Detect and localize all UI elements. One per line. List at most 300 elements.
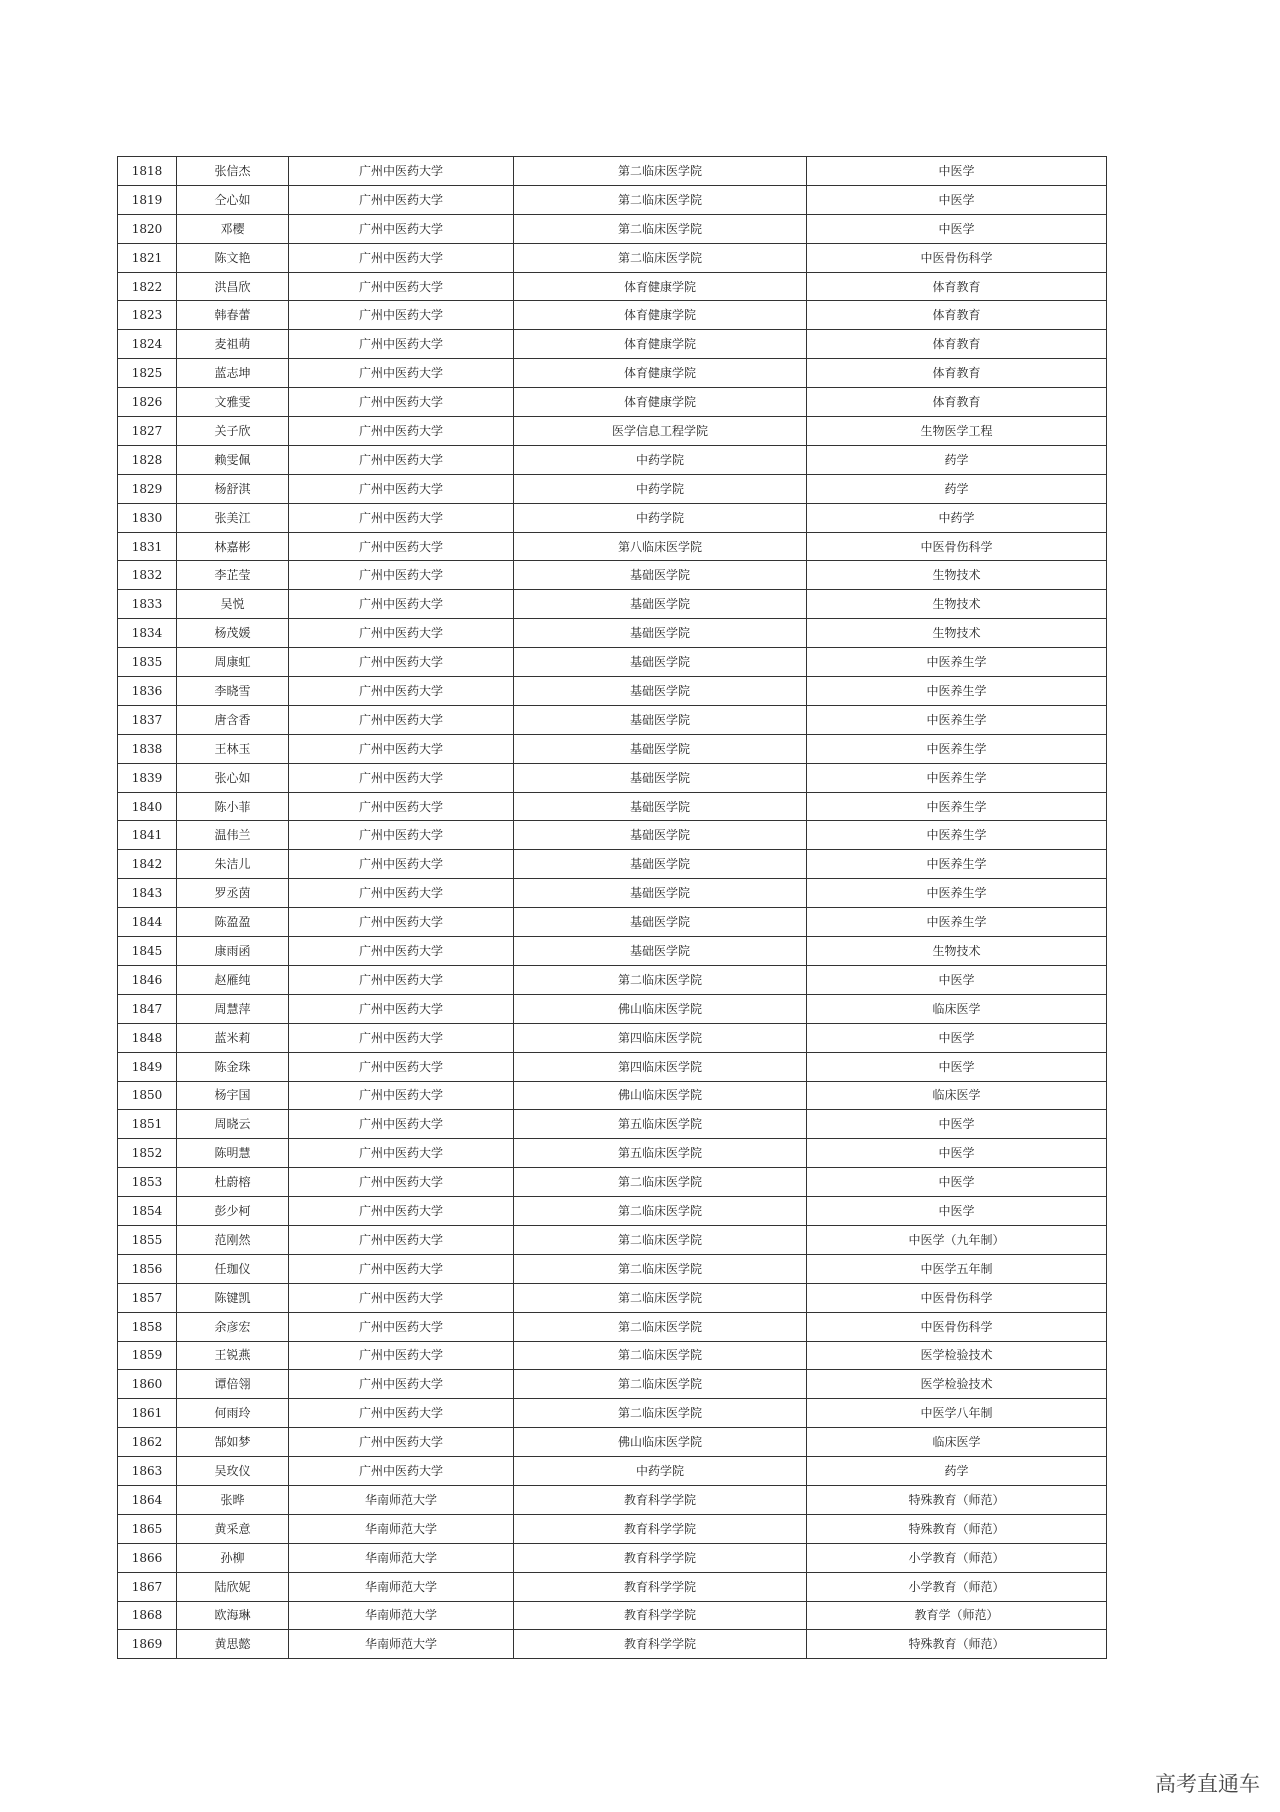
row-number-cell: 1821	[118, 243, 177, 272]
row-number-cell: 1868	[118, 1601, 177, 1630]
college-cell: 体育健康学院	[514, 359, 807, 388]
table-row	[118, 908, 1107, 937]
college-cell: 基础医学院	[514, 590, 807, 619]
table-row	[118, 1312, 1107, 1341]
university-cell: 广州中医药大学	[289, 272, 514, 301]
row-number-cell: 1831	[118, 532, 177, 561]
row-number-cell: 1823	[118, 301, 177, 330]
name-cell: 罗丞茵	[177, 879, 289, 908]
college-cell: 基础医学院	[514, 879, 807, 908]
table-row	[118, 1370, 1107, 1399]
name-cell: 周慧萍	[177, 994, 289, 1023]
table-row	[118, 474, 1107, 503]
major-cell: 生物技术	[807, 590, 1107, 619]
college-cell: 基础医学院	[514, 821, 807, 850]
university-cell: 华南师范大学	[289, 1601, 514, 1630]
college-cell: 第二临床医学院	[514, 157, 807, 186]
major-cell: 临床医学	[807, 1081, 1107, 1110]
name-cell: 陈小菲	[177, 792, 289, 821]
university-cell: 广州中医药大学	[289, 185, 514, 214]
table-row	[118, 1023, 1107, 1052]
college-cell: 第八临床医学院	[514, 532, 807, 561]
table-row	[118, 1457, 1107, 1486]
college-cell: 体育健康学院	[514, 272, 807, 301]
college-cell: 第二临床医学院	[514, 1312, 807, 1341]
university-cell: 广州中医药大学	[289, 503, 514, 532]
table-row	[118, 1052, 1107, 1081]
row-number-cell: 1849	[118, 1052, 177, 1081]
table-row	[118, 388, 1107, 417]
row-number-cell: 1833	[118, 590, 177, 619]
row-number-cell: 1867	[118, 1572, 177, 1601]
name-cell: 陆欣妮	[177, 1572, 289, 1601]
major-cell: 医学检验技术	[807, 1341, 1107, 1370]
major-cell: 体育教育	[807, 272, 1107, 301]
college-cell: 第二临床医学院	[514, 965, 807, 994]
name-cell: 赵雁纯	[177, 965, 289, 994]
row-number-cell: 1865	[118, 1514, 177, 1543]
major-cell: 中医学	[807, 1110, 1107, 1139]
row-number-cell: 1819	[118, 185, 177, 214]
university-cell: 广州中医药大学	[289, 1254, 514, 1283]
name-cell: 张信杰	[177, 157, 289, 186]
university-cell: 华南师范大学	[289, 1630, 514, 1659]
college-cell: 第四临床医学院	[514, 1023, 807, 1052]
major-cell: 生物技术	[807, 619, 1107, 648]
major-cell: 中医学	[807, 1139, 1107, 1168]
major-cell: 中医骨伤科学	[807, 243, 1107, 272]
university-cell: 广州中医药大学	[289, 705, 514, 734]
row-number-cell: 1842	[118, 850, 177, 879]
university-cell: 广州中医药大学	[289, 648, 514, 677]
row-number-cell: 1845	[118, 937, 177, 966]
major-cell: 中医养生学	[807, 908, 1107, 937]
name-cell: 邓樱	[177, 214, 289, 243]
name-cell: 文雅雯	[177, 388, 289, 417]
table-row	[118, 243, 1107, 272]
roster-table	[117, 156, 1107, 1659]
row-number-cell: 1866	[118, 1543, 177, 1572]
table-row	[118, 185, 1107, 214]
table-row	[118, 1514, 1107, 1543]
major-cell: 临床医学	[807, 994, 1107, 1023]
row-number-cell: 1839	[118, 763, 177, 792]
major-cell: 中医学五年制	[807, 1254, 1107, 1283]
table-body	[118, 157, 1107, 1659]
name-cell: 洪昌欣	[177, 272, 289, 301]
university-cell: 广州中医药大学	[289, 1081, 514, 1110]
university-cell: 广州中医药大学	[289, 388, 514, 417]
name-cell: 杜蔚榕	[177, 1168, 289, 1197]
college-cell: 基础医学院	[514, 763, 807, 792]
university-cell: 广州中医药大学	[289, 1225, 514, 1254]
university-cell: 广州中医药大学	[289, 590, 514, 619]
name-cell: 林嘉彬	[177, 532, 289, 561]
major-cell: 中医骨伤科学	[807, 1283, 1107, 1312]
table-row	[118, 157, 1107, 186]
college-cell: 第二临床医学院	[514, 1254, 807, 1283]
college-cell: 第四临床医学院	[514, 1052, 807, 1081]
table-row	[118, 590, 1107, 619]
university-cell: 广州中医药大学	[289, 792, 514, 821]
university-cell: 广州中医药大学	[289, 937, 514, 966]
major-cell: 中医学	[807, 185, 1107, 214]
college-cell: 中药学院	[514, 445, 807, 474]
university-cell: 广州中医药大学	[289, 157, 514, 186]
college-cell: 体育健康学院	[514, 330, 807, 359]
table-row	[118, 561, 1107, 590]
university-cell: 华南师范大学	[289, 1514, 514, 1543]
university-cell: 广州中医药大学	[289, 850, 514, 879]
university-cell: 广州中医药大学	[289, 1341, 514, 1370]
university-cell: 华南师范大学	[289, 1485, 514, 1514]
university-cell: 广州中医药大学	[289, 763, 514, 792]
major-cell: 中医学	[807, 1052, 1107, 1081]
row-number-cell: 1827	[118, 417, 177, 446]
row-number-cell: 1837	[118, 705, 177, 734]
table-row	[118, 1572, 1107, 1601]
major-cell: 药学	[807, 445, 1107, 474]
row-number-cell: 1832	[118, 561, 177, 590]
university-cell: 广州中医药大学	[289, 1110, 514, 1139]
major-cell: 中医学（九年制）	[807, 1225, 1107, 1254]
row-number-cell: 1850	[118, 1081, 177, 1110]
row-number-cell: 1829	[118, 474, 177, 503]
university-cell: 广州中医药大学	[289, 994, 514, 1023]
name-cell: 余彦宏	[177, 1312, 289, 1341]
college-cell: 教育科学学院	[514, 1572, 807, 1601]
college-cell: 教育科学学院	[514, 1514, 807, 1543]
name-cell: 何雨玲	[177, 1399, 289, 1428]
table-row	[118, 1254, 1107, 1283]
name-cell: 李晓雪	[177, 677, 289, 706]
name-cell: 朱洁儿	[177, 850, 289, 879]
table-row	[118, 1081, 1107, 1110]
university-cell: 广州中医药大学	[289, 417, 514, 446]
major-cell: 中医学	[807, 965, 1107, 994]
college-cell: 佛山临床医学院	[514, 1081, 807, 1110]
university-cell: 广州中医药大学	[289, 879, 514, 908]
row-number-cell: 1825	[118, 359, 177, 388]
major-cell: 中药学	[807, 503, 1107, 532]
row-number-cell: 1818	[118, 157, 177, 186]
row-number-cell: 1862	[118, 1428, 177, 1457]
major-cell: 教育学（师范）	[807, 1601, 1107, 1630]
table-row	[118, 677, 1107, 706]
major-cell: 中医学	[807, 1023, 1107, 1052]
university-cell: 广州中医药大学	[289, 734, 514, 763]
row-number-cell: 1856	[118, 1254, 177, 1283]
row-number-cell: 1860	[118, 1370, 177, 1399]
row-number-cell: 1864	[118, 1485, 177, 1514]
university-cell: 广州中医药大学	[289, 301, 514, 330]
row-number-cell: 1861	[118, 1399, 177, 1428]
name-cell: 孙柳	[177, 1543, 289, 1572]
major-cell: 中医养生学	[807, 879, 1107, 908]
major-cell: 药学	[807, 1457, 1107, 1486]
row-number-cell: 1844	[118, 908, 177, 937]
college-cell: 中药学院	[514, 474, 807, 503]
row-number-cell: 1847	[118, 994, 177, 1023]
name-cell: 郜如梦	[177, 1428, 289, 1457]
college-cell: 基础医学院	[514, 937, 807, 966]
row-number-cell: 1835	[118, 648, 177, 677]
college-cell: 基础医学院	[514, 792, 807, 821]
college-cell: 第二临床医学院	[514, 1399, 807, 1428]
row-number-cell: 1840	[118, 792, 177, 821]
name-cell: 黄思懿	[177, 1630, 289, 1659]
table-row	[118, 359, 1107, 388]
name-cell: 张晔	[177, 1485, 289, 1514]
row-number-cell: 1848	[118, 1023, 177, 1052]
university-cell: 广州中医药大学	[289, 965, 514, 994]
college-cell: 第二临床医学院	[514, 243, 807, 272]
university-cell: 广州中医药大学	[289, 1197, 514, 1226]
major-cell: 体育教育	[807, 359, 1107, 388]
row-number-cell: 1826	[118, 388, 177, 417]
table-row	[118, 301, 1107, 330]
major-cell: 生物医学工程	[807, 417, 1107, 446]
university-cell: 广州中医药大学	[289, 1370, 514, 1399]
major-cell: 药学	[807, 474, 1107, 503]
college-cell: 第二临床医学院	[514, 1341, 807, 1370]
name-cell: 陈文艳	[177, 243, 289, 272]
row-number-cell: 1863	[118, 1457, 177, 1486]
university-cell: 广州中医药大学	[289, 1457, 514, 1486]
name-cell: 韩春蕾	[177, 301, 289, 330]
major-cell: 生物技术	[807, 937, 1107, 966]
major-cell: 小学教育（师范）	[807, 1543, 1107, 1572]
major-cell: 临床医学	[807, 1428, 1107, 1457]
major-cell: 中医学	[807, 214, 1107, 243]
table-row	[118, 1428, 1107, 1457]
name-cell: 杨茂媛	[177, 619, 289, 648]
table-row	[118, 330, 1107, 359]
college-cell: 基础医学院	[514, 734, 807, 763]
major-cell: 中医学	[807, 157, 1107, 186]
college-cell: 基础医学院	[514, 561, 807, 590]
table-row	[118, 1110, 1107, 1139]
row-number-cell: 1836	[118, 677, 177, 706]
major-cell: 中医养生学	[807, 648, 1107, 677]
row-number-cell: 1854	[118, 1197, 177, 1226]
name-cell: 仝心如	[177, 185, 289, 214]
table-row	[118, 272, 1107, 301]
table-row	[118, 1197, 1107, 1226]
major-cell: 生物技术	[807, 561, 1107, 590]
name-cell: 王锐燕	[177, 1341, 289, 1370]
table-row	[118, 1601, 1107, 1630]
college-cell: 第二临床医学院	[514, 1225, 807, 1254]
name-cell: 杨宇国	[177, 1081, 289, 1110]
major-cell: 特殊教育（师范）	[807, 1485, 1107, 1514]
university-cell: 广州中医药大学	[289, 1399, 514, 1428]
college-cell: 中药学院	[514, 503, 807, 532]
college-cell: 基础医学院	[514, 648, 807, 677]
college-cell: 第二临床医学院	[514, 185, 807, 214]
name-cell: 谭倍翎	[177, 1370, 289, 1399]
college-cell: 第二临床医学院	[514, 214, 807, 243]
name-cell: 赖雯佩	[177, 445, 289, 474]
major-cell: 中医学八年制	[807, 1399, 1107, 1428]
name-cell: 温伟兰	[177, 821, 289, 850]
major-cell: 医学检验技术	[807, 1370, 1107, 1399]
college-cell: 佛山临床医学院	[514, 1428, 807, 1457]
table-row	[118, 1543, 1107, 1572]
row-number-cell: 1853	[118, 1168, 177, 1197]
name-cell: 陈金珠	[177, 1052, 289, 1081]
university-cell: 广州中医药大学	[289, 1052, 514, 1081]
university-cell: 广州中医药大学	[289, 243, 514, 272]
name-cell: 范刚然	[177, 1225, 289, 1254]
major-cell: 中医养生学	[807, 850, 1107, 879]
name-cell: 张美江	[177, 503, 289, 532]
major-cell: 体育教育	[807, 301, 1107, 330]
row-number-cell: 1852	[118, 1139, 177, 1168]
table-row	[118, 532, 1107, 561]
university-cell: 广州中医药大学	[289, 1428, 514, 1457]
college-cell: 教育科学学院	[514, 1601, 807, 1630]
university-cell: 广州中医药大学	[289, 1139, 514, 1168]
table-row	[118, 1139, 1107, 1168]
row-number-cell: 1834	[118, 619, 177, 648]
college-cell: 基础医学院	[514, 850, 807, 879]
watermark-text: 高考直通车	[1155, 1772, 1260, 1796]
college-cell: 第二临床医学院	[514, 1197, 807, 1226]
university-cell: 广州中医药大学	[289, 474, 514, 503]
major-cell: 特殊教育（师范）	[807, 1630, 1107, 1659]
university-cell: 广州中医药大学	[289, 532, 514, 561]
college-cell: 基础医学院	[514, 677, 807, 706]
row-number-cell: 1820	[118, 214, 177, 243]
major-cell: 中医学	[807, 1197, 1107, 1226]
table-row	[118, 1225, 1107, 1254]
university-cell: 广州中医药大学	[289, 359, 514, 388]
major-cell: 中医养生学	[807, 792, 1107, 821]
major-cell: 中医学	[807, 1168, 1107, 1197]
table-row	[118, 821, 1107, 850]
table-row	[118, 763, 1107, 792]
university-cell: 广州中医药大学	[289, 677, 514, 706]
major-cell: 中医养生学	[807, 734, 1107, 763]
table-row	[118, 648, 1107, 677]
college-cell: 体育健康学院	[514, 388, 807, 417]
table-row	[118, 1341, 1107, 1370]
name-cell: 任珈仪	[177, 1254, 289, 1283]
college-cell: 第二临床医学院	[514, 1168, 807, 1197]
table-row	[118, 879, 1107, 908]
name-cell: 蓝米莉	[177, 1023, 289, 1052]
university-cell: 广州中医药大学	[289, 1312, 514, 1341]
university-cell: 广州中医药大学	[289, 821, 514, 850]
college-cell: 体育健康学院	[514, 301, 807, 330]
name-cell: 欧海琳	[177, 1601, 289, 1630]
table-row	[118, 994, 1107, 1023]
university-cell: 广州中医药大学	[289, 619, 514, 648]
table-row	[118, 937, 1107, 966]
table-row	[118, 792, 1107, 821]
college-cell: 佛山临床医学院	[514, 994, 807, 1023]
table-row	[118, 1630, 1107, 1659]
university-cell: 广州中医药大学	[289, 214, 514, 243]
row-number-cell: 1859	[118, 1341, 177, 1370]
name-cell: 周晓云	[177, 1110, 289, 1139]
college-cell: 第五临床医学院	[514, 1139, 807, 1168]
name-cell: 陈键凯	[177, 1283, 289, 1312]
major-cell: 中医养生学	[807, 821, 1107, 850]
major-cell: 中医养生学	[807, 763, 1107, 792]
university-cell: 广州中医药大学	[289, 561, 514, 590]
college-cell: 基础医学院	[514, 705, 807, 734]
name-cell: 周康虹	[177, 648, 289, 677]
university-cell: 广州中医药大学	[289, 1283, 514, 1312]
university-cell: 广州中医药大学	[289, 908, 514, 937]
major-cell: 小学教育（师范）	[807, 1572, 1107, 1601]
table-row	[118, 850, 1107, 879]
name-cell: 唐含香	[177, 705, 289, 734]
name-cell: 张心如	[177, 763, 289, 792]
name-cell: 吴悦	[177, 590, 289, 619]
table-row	[118, 734, 1107, 763]
name-cell: 王林玉	[177, 734, 289, 763]
college-cell: 教育科学学院	[514, 1630, 807, 1659]
row-number-cell: 1869	[118, 1630, 177, 1659]
row-number-cell: 1828	[118, 445, 177, 474]
table-row	[118, 503, 1107, 532]
table-row	[118, 1399, 1107, 1428]
name-cell: 康雨函	[177, 937, 289, 966]
name-cell: 关子欣	[177, 417, 289, 446]
table-row	[118, 965, 1107, 994]
major-cell: 中医养生学	[807, 705, 1107, 734]
university-cell: 广州中医药大学	[289, 1023, 514, 1052]
row-number-cell: 1841	[118, 821, 177, 850]
college-cell: 第二临床医学院	[514, 1370, 807, 1399]
name-cell: 彭少柯	[177, 1197, 289, 1226]
major-cell: 中医养生学	[807, 677, 1107, 706]
row-number-cell: 1824	[118, 330, 177, 359]
name-cell: 吴玫仪	[177, 1457, 289, 1486]
row-number-cell: 1838	[118, 734, 177, 763]
major-cell: 中医骨伤科学	[807, 532, 1107, 561]
row-number-cell: 1843	[118, 879, 177, 908]
table-row	[118, 1283, 1107, 1312]
name-cell: 陈盈盈	[177, 908, 289, 937]
name-cell: 陈明慧	[177, 1139, 289, 1168]
row-number-cell: 1822	[118, 272, 177, 301]
name-cell: 杨舒淇	[177, 474, 289, 503]
table-row	[118, 417, 1107, 446]
college-cell: 医学信息工程学院	[514, 417, 807, 446]
row-number-cell: 1851	[118, 1110, 177, 1139]
major-cell: 体育教育	[807, 330, 1107, 359]
college-cell: 教育科学学院	[514, 1543, 807, 1572]
university-cell: 华南师范大学	[289, 1543, 514, 1572]
university-cell: 广州中医药大学	[289, 330, 514, 359]
college-cell: 第五临床医学院	[514, 1110, 807, 1139]
row-number-cell: 1830	[118, 503, 177, 532]
university-cell: 华南师范大学	[289, 1572, 514, 1601]
row-number-cell: 1846	[118, 965, 177, 994]
row-number-cell: 1855	[118, 1225, 177, 1254]
college-cell: 基础医学院	[514, 619, 807, 648]
name-cell: 蓝志坤	[177, 359, 289, 388]
university-cell: 广州中医药大学	[289, 1168, 514, 1197]
college-cell: 中药学院	[514, 1457, 807, 1486]
name-cell: 麦祖萌	[177, 330, 289, 359]
table-row	[118, 705, 1107, 734]
university-cell: 广州中医药大学	[289, 445, 514, 474]
